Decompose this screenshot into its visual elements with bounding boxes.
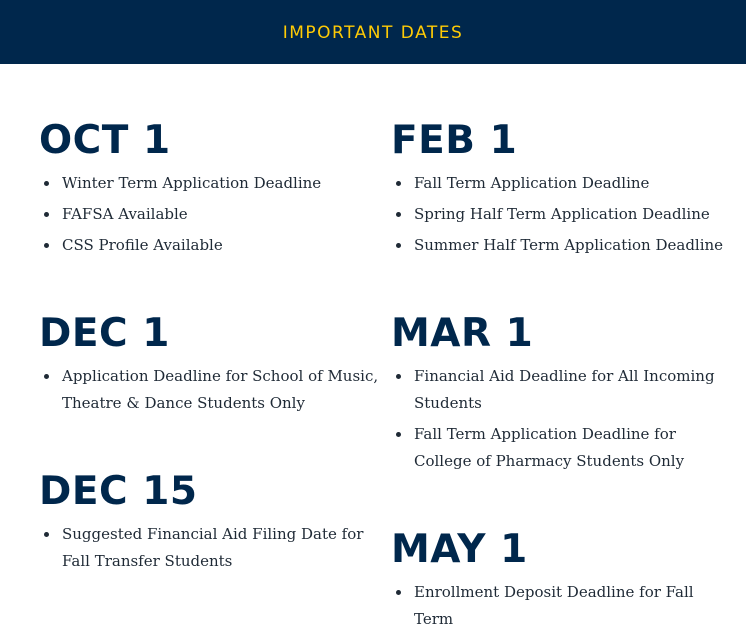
list-item-text: Summer Half Term Application Deadline [414, 236, 724, 254]
list-item-text: CSS Profile Available [62, 236, 223, 254]
list-item-text: Enrollment Deposit Deadline for Fall Term [414, 583, 694, 628]
list-item-text: Suggested Financial Aid Filing Date for Fall Transfer Students [62, 525, 364, 570]
list-item-text: Fall Term Application Deadline [414, 174, 650, 192]
list-item-text: FAFSA Available [62, 205, 188, 223]
date-block-dec-1 [39, 311, 379, 421]
bullet-icon [396, 374, 401, 379]
header-banner [0, 0, 746, 64]
deadline-list [39, 363, 379, 417]
list-item [391, 201, 731, 228]
deadline-list [39, 521, 379, 575]
list-item-text: Financial Aid Deadline for All Incoming Students [414, 367, 715, 412]
deadline-list [39, 170, 379, 259]
list-item [39, 201, 379, 228]
deadline-list [391, 579, 731, 633]
date-heading: FEB 1 [391, 118, 518, 163]
list-item-text: Fall Term Application Deadline for College of Pharmacy Students Only [414, 425, 685, 470]
date-block-dec-15 [39, 469, 379, 579]
list-item [391, 170, 731, 197]
date-heading: MAY 1 [391, 527, 528, 572]
list-item-text: Winter Term Application Deadline [62, 174, 322, 192]
bullet-icon [44, 374, 49, 379]
date-heading: DEC 1 [39, 311, 170, 356]
bullet-icon [44, 181, 49, 186]
list-item [39, 170, 379, 197]
list-item [391, 579, 731, 633]
list-item-text: Spring Half Term Application Deadline [414, 205, 710, 223]
list-item [39, 232, 379, 259]
date-heading: MAR 1 [391, 311, 534, 356]
date-heading: DEC 15 [39, 469, 198, 514]
date-block-oct-1 [39, 118, 379, 263]
list-item [391, 232, 731, 259]
page-title: IMPORTANT DATES [282, 23, 464, 43]
date-block-may-1 [391, 527, 731, 637]
bullet-icon [396, 590, 401, 595]
bullet-icon [396, 181, 401, 186]
date-heading: OCT 1 [39, 118, 171, 163]
date-block-feb-1 [391, 118, 731, 263]
bullet-icon [396, 243, 401, 248]
list-item [391, 363, 731, 417]
deadline-list [391, 170, 731, 259]
bullet-icon [44, 212, 49, 217]
list-item [39, 363, 379, 417]
list-item [39, 521, 379, 575]
list-item [391, 421, 731, 475]
list-item-text: Application Deadline for School of Music, Theatre & Dance Students Only [62, 367, 379, 412]
bullet-icon [396, 432, 401, 437]
deadline-list [391, 363, 731, 475]
date-block-mar-1 [391, 311, 731, 479]
bullet-icon [44, 243, 49, 248]
bullet-icon [44, 532, 49, 537]
bullet-icon [396, 212, 401, 217]
